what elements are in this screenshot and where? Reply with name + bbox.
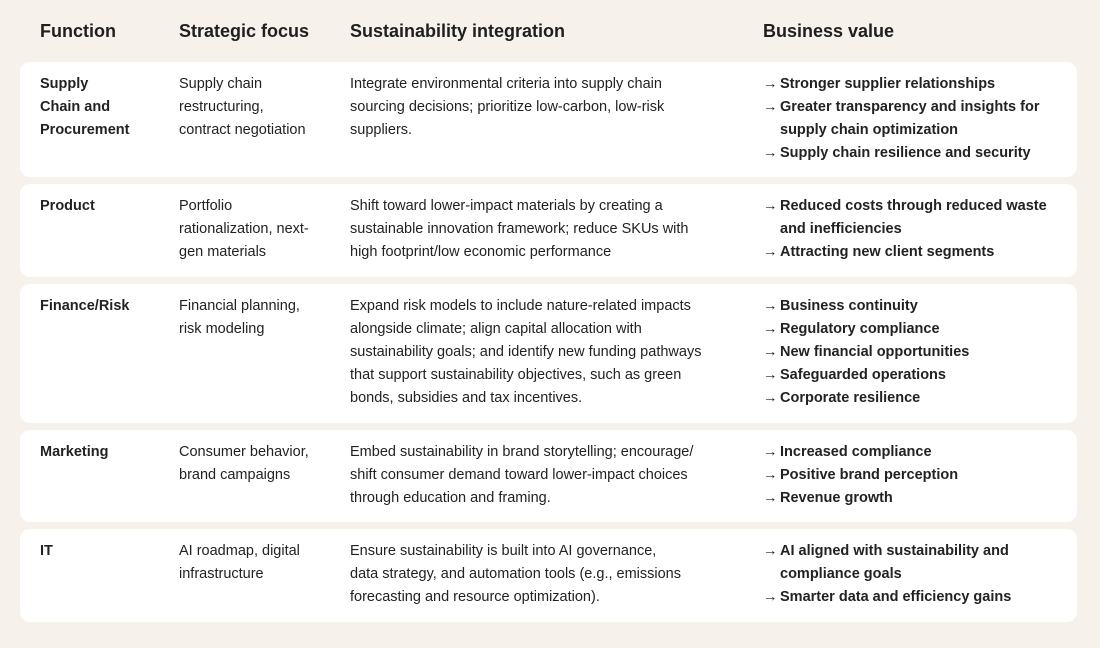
- sustainability-integration-cell-line: through education and framing.: [350, 490, 551, 506]
- arrow-right-icon: →: [763, 321, 778, 337]
- arrow-right-icon: →: [763, 145, 778, 161]
- business-value-cell: [763, 295, 1063, 410]
- arrow-right-icon: →: [763, 467, 778, 483]
- strategic-focus-cell-line: risk modeling: [179, 321, 265, 337]
- arrow-right-icon: →: [763, 490, 778, 506]
- strategic-focus-cell: [179, 295, 337, 341]
- function-cell-line: Chain and: [40, 99, 111, 115]
- business-value-text: Attracting new client segments: [780, 244, 995, 260]
- business-value-item: [763, 586, 1063, 609]
- sustainability-integration-cell-line: Shift toward lower-impact materials by creating a: [350, 198, 663, 214]
- arrow-right-icon: →: [763, 99, 778, 115]
- sustainability-integration-cell: [350, 441, 750, 510]
- strategic-focus-cell-line: Consumer behavior,: [179, 444, 309, 460]
- strategic-focus-cell: [179, 73, 337, 142]
- sustainability-integration-cell: [350, 295, 750, 410]
- sustainability-integration-cell-line: suppliers.: [350, 122, 413, 138]
- strategic-focus-cell-line: Portfolio: [179, 198, 233, 214]
- strategic-focus-cell: [179, 441, 337, 487]
- business-value-cell: [763, 540, 1063, 609]
- business-value-text: Smarter data and efficiency gains: [780, 589, 1012, 605]
- sustainability-integration-cell-line: Embed sustainability in brand storytelling; encourage/: [350, 444, 694, 460]
- business-value-text: Reduced costs through reduced waste and inefficiencies: [780, 198, 1047, 237]
- sustainability-integration-cell-line: sustainability goals; and identify new funding pathways: [350, 344, 702, 360]
- sustainability-integration-cell-line: Ensure sustainability is built into AI governance,: [350, 543, 657, 559]
- business-value-text: Safeguarded operations: [780, 367, 946, 383]
- strategic-focus-cell: [179, 540, 337, 586]
- arrow-right-icon: →: [763, 198, 778, 214]
- function-cell-line: IT: [40, 543, 53, 559]
- business-value-item: [763, 241, 1063, 264]
- function-cell-line: Finance/Risk: [40, 298, 130, 314]
- arrow-right-icon: →: [763, 244, 778, 260]
- business-value-item: [763, 540, 1063, 586]
- business-value-text: Positive brand perception: [780, 467, 959, 483]
- function-cell-line: Marketing: [40, 444, 109, 460]
- business-value-text: Regulatory compliance: [780, 321, 940, 337]
- business-value-item: [763, 96, 1063, 142]
- arrow-right-icon: →: [763, 367, 778, 383]
- business-value-text: Supply chain resilience and security: [780, 145, 1031, 161]
- business-value-item: [763, 387, 1063, 410]
- arrow-right-icon: →: [763, 444, 778, 460]
- business-value-text: Increased compliance: [780, 444, 932, 460]
- business-value-item: [763, 487, 1063, 510]
- business-value-item: [763, 364, 1063, 387]
- function-cell: [40, 295, 160, 318]
- function-cell-line: Procurement: [40, 122, 130, 138]
- table-row: [20, 529, 1077, 622]
- strategic-focus-cell-line: gen materials: [179, 244, 267, 260]
- function-cell: [40, 540, 160, 563]
- sustainability-integration-cell: [350, 540, 750, 609]
- sustainability-integration-cell-line: shift consumer demand toward lower-impact choices: [350, 467, 688, 483]
- arrow-right-icon: →: [763, 543, 778, 559]
- table-row: [20, 184, 1077, 277]
- business-value-item: [763, 318, 1063, 341]
- strategic-focus-cell-line: Supply chain: [179, 76, 263, 92]
- strategic-focus-cell: [179, 195, 337, 264]
- business-value-text: Stronger supplier relationships: [780, 76, 996, 92]
- sustainability-integration-cell-line: forecasting and resource optimization).: [350, 589, 600, 605]
- strategic-focus-cell-line: contract negotiation: [179, 122, 306, 138]
- sustainability-integration-cell: [350, 73, 750, 142]
- table-header: [20, 0, 1077, 62]
- business-value-item: [763, 441, 1063, 464]
- function-cell: [40, 73, 160, 142]
- sustainability-integration-cell-line: sustainable innovation framework; reduce SKUs with: [350, 221, 689, 237]
- table-row: [20, 284, 1077, 423]
- business-value-text: Corporate resilience: [780, 390, 921, 406]
- business-value-item: [763, 464, 1063, 487]
- table-body: [20, 62, 1077, 622]
- sustainability-integration-cell-line: alongside climate; align capital allocation with: [350, 321, 642, 337]
- sustainability-integration-cell-line: bonds, subsidies and tax incentives.: [350, 390, 583, 406]
- function-cell-line: Product: [40, 198, 95, 214]
- sustainability-integration-cell-line: data strategy, and automation tools (e.g., emissions: [350, 566, 681, 582]
- business-value-item: [763, 195, 1063, 241]
- business-value-text: New financial opportunities: [780, 344, 970, 360]
- business-value-item: [763, 73, 1063, 96]
- strategic-focus-cell-line: infrastructure: [179, 566, 264, 582]
- sustainability-integration-cell-line: Integrate environmental criteria into supply chain: [350, 76, 662, 92]
- sustainability-integration-cell-line: high footprint/low economic performance: [350, 244, 612, 260]
- business-value-item: [763, 341, 1063, 364]
- strategic-focus-cell-line: AI roadmap, digital: [179, 543, 300, 559]
- business-value-cell: [763, 441, 1063, 510]
- sustainability-integration-cell: [350, 195, 750, 264]
- arrow-right-icon: →: [763, 76, 778, 92]
- sustainability-integration-cell-line: that support sustainability objectives, such as green: [350, 367, 682, 383]
- table-row: [20, 430, 1077, 522]
- business-value-text: AI aligned with sustainability and compliance goals: [780, 543, 1009, 582]
- strategic-focus-cell-line: brand campaigns: [179, 467, 291, 483]
- function-cell: [40, 195, 160, 218]
- business-value-item: [763, 295, 1063, 318]
- business-value-text: Revenue growth: [780, 490, 893, 506]
- function-cell-line: Supply: [40, 76, 89, 92]
- header-sustainability-integration: Sustainability integration: [350, 21, 566, 41]
- sustainability-integration-cell-line: sourcing decisions; prioritize low-carbon, low-risk: [350, 99, 665, 115]
- business-value-cell: [763, 73, 1063, 165]
- business-value-item: [763, 142, 1063, 165]
- business-value-text: Business continuity: [780, 298, 918, 314]
- strategic-focus-cell-line: rationalization, next-: [179, 221, 309, 237]
- function-cell: [40, 441, 160, 464]
- arrow-right-icon: →: [763, 390, 778, 406]
- arrow-right-icon: →: [763, 298, 778, 314]
- table-row: [20, 62, 1077, 177]
- strategic-focus-cell-line: restructuring,: [179, 99, 264, 115]
- arrow-right-icon: →: [763, 589, 778, 605]
- strategic-focus-cell-line: Financial planning,: [179, 298, 300, 314]
- header-business-value: Business value: [763, 21, 895, 41]
- arrow-right-icon: →: [763, 344, 778, 360]
- sustainability-integration-cell-line: Expand risk models to include nature-related impacts: [350, 298, 691, 314]
- header-strategic-focus: Strategic focus: [179, 21, 310, 41]
- header-function: Function: [40, 21, 116, 41]
- business-value-cell: [763, 195, 1063, 264]
- function-table: [20, 0, 1077, 629]
- business-value-text: Greater transparency and insights for supply chain optimization: [780, 99, 1040, 138]
